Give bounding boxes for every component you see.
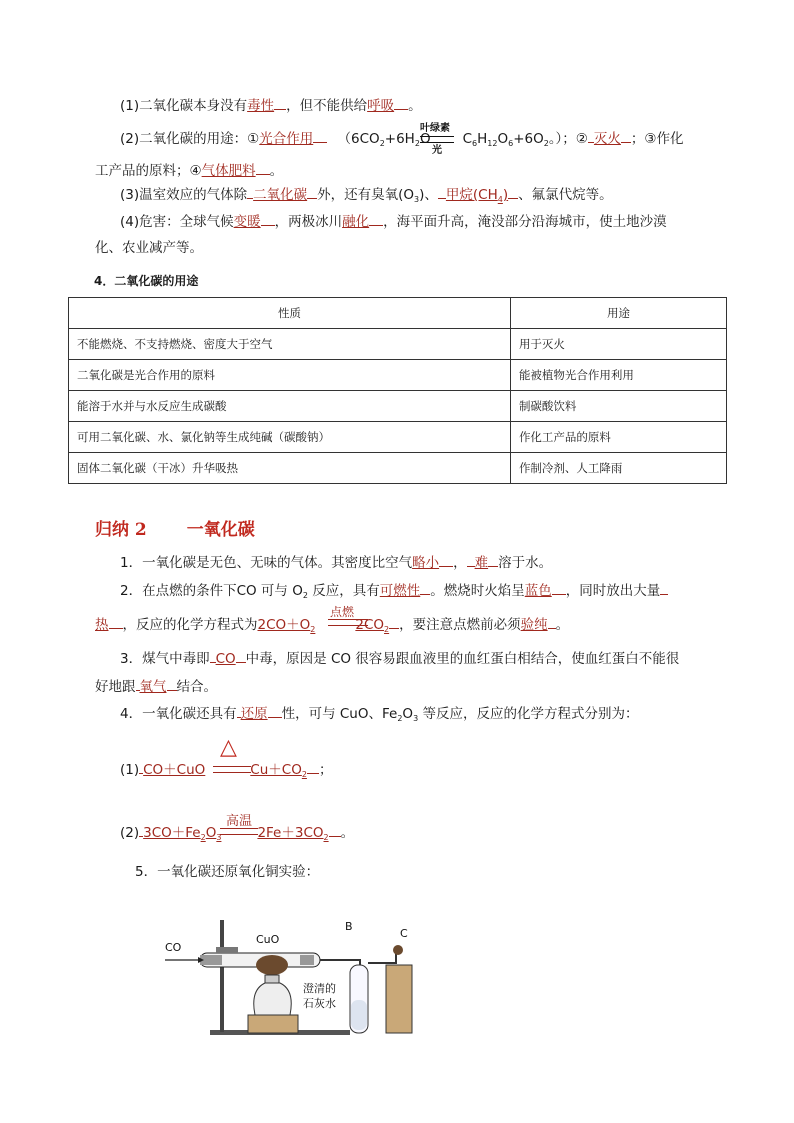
label-limewater-2: 石灰水 [303, 997, 336, 1010]
table-row [69, 453, 727, 484]
table-cell: 能溶于水并与水反应生成碳酸 [69, 391, 511, 422]
section-4-title: 4．二氧化碳的用途 [94, 274, 199, 288]
co-point-1: 1．一氧化碳是无色、无味的气体。其密度比空气略小 ， 难 溶于水。 [120, 552, 552, 573]
co-point-3: 3．煤气中毒即 CO 中毒，原因是 CO 很容易跟血液里的血红蛋白相结合，使血红蛋白不能很 [120, 648, 679, 669]
condition-chlorophyll: 叶绿素 [420, 123, 450, 134]
co-point-3-cont: 好地跟 氧气 结合。 [95, 676, 217, 697]
table-row [69, 422, 727, 453]
section-heading: 一氧化碳 [186, 520, 255, 540]
item-2-cont: 工产品的原料；④气体肥料 。 [95, 160, 283, 181]
table-header-row [69, 298, 727, 329]
co-point-5: 5．一氧化碳还原氧化铜实验： [135, 864, 320, 880]
table-cell: 固体二氧化碳（干冰）升华吸热 [69, 453, 511, 484]
table-row [69, 360, 727, 391]
apparatus-figure [160, 905, 430, 1045]
co-point-2-cont: 热 ，反应的化学方程式为$2CO+O_2$ $2CO_2$ ，要注意点燃前必须验纯 。 [95, 614, 569, 637]
section-number: 归纳 2 [95, 520, 147, 540]
item-3: (3)温室效应的气体除 二氧化碳 外，还有臭氧$(O_3)$、 甲烷$(CH_4)$ 、氟氯代烷等。 [120, 184, 613, 207]
table-row [69, 391, 727, 422]
table-cell: 不能燃烧、不支持燃烧、密度大于空气 [69, 329, 511, 360]
uses-table [68, 297, 727, 484]
header-property: 性质 [69, 298, 511, 329]
label-co: CO [165, 941, 182, 954]
item-4: (4)危害：全球气候变暖 ，两极冰川融化 ，海平面升高，淹没部分沿海城市，使土地沙漠 [120, 211, 667, 232]
label-cuo: CuO [256, 933, 280, 946]
table-cell: 二氧化碳是光合作用的原料 [69, 360, 511, 391]
header-use: 用途 [510, 298, 726, 329]
table-row [69, 329, 727, 360]
section-title [95, 515, 255, 540]
label-b: B [345, 920, 353, 933]
label-limewater-1: 澄清的 [303, 982, 336, 995]
equation-2: (2) $3CO+Fe_2O_3$ $2Fe+3CO_2$ 。 [120, 822, 354, 845]
item-2: (2)二氧化碳的用途：①光合作用 （$6CO_2+6H_2O$ $C_6H_{12}O_6+6O_2$。）；② 灭火 ；③作化 [120, 128, 684, 151]
item-1: (1)二氧化碳本身没有毒性 ，但不能供给呼吸 。 [120, 95, 422, 116]
condition-ignite: 点燃 [330, 605, 355, 619]
table-cell: 可用二氧化碳、水、氯化钠等生成纯碱（碳酸钠） [69, 422, 511, 453]
condition-light: 光 [432, 145, 442, 156]
table-cell: 能被植物光合作用利用 [510, 360, 726, 391]
condition-high-temp: 高温 [226, 814, 253, 829]
table-cell: 作制冷剂、人工降雨 [510, 453, 726, 484]
apparatus-drawing [160, 905, 430, 1045]
co-point-2: 2．在点燃的条件下CO 可与 $O_2$ 反应，具有可燃性 。燃烧时火焰呈蓝色 ，同时放出大量 [120, 580, 668, 603]
heat-triangle-icon: △ [220, 735, 237, 760]
co-point-4: 4．一氧化碳还具有 还原 性，可与 CuO、$Fe_2O_3$ 等反应，反应的化学方程式分别为： [120, 703, 638, 726]
label-c: C [400, 927, 408, 940]
table-cell: 作化工产品的原料 [510, 422, 726, 453]
table-cell: 用于灭火 [510, 329, 726, 360]
item-4-cont: 化、农业减产等。 [95, 240, 203, 256]
table-cell: 制碳酸饮料 [510, 391, 726, 422]
equation-1: (1) CO＋CuO $Cu+CO_2$ ； [120, 759, 332, 782]
equation-equals [328, 619, 368, 626]
